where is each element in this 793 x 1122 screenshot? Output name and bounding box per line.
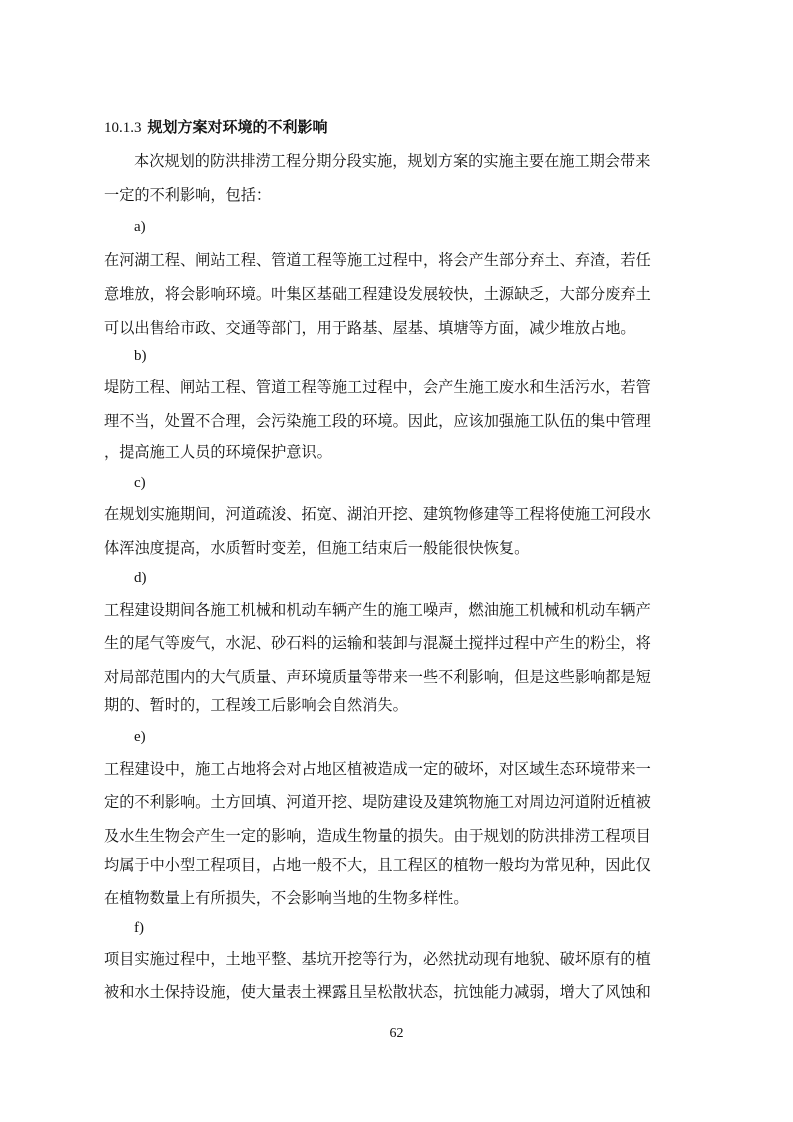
item-d-line-1: 工程建设期间各施工机械和机动车辆产生的施工噪声，燃油施工机械和机动车辆产 — [104, 601, 651, 619]
item-d-marker: d) — [134, 570, 147, 586]
item-e-line-1: 工程建设中，施工占地将会对占地区植被造成一定的破坏，对区域生态环境带来一 — [104, 760, 651, 778]
item-a-line-2: 意堆放，将会影响环境。叶集区基础工程建设发展较快，土源缺乏，大部分废弃土 — [104, 285, 651, 303]
intro-line-1: 本次规划的防洪排涝工程分期分段实施，规划方案的实施主要在施工期会带来 — [134, 152, 651, 170]
item-f-marker: f) — [134, 920, 144, 936]
item-a-line-3: 可以出售给市政、交通等部门，用于路基、屋基、填塘等方面，减少堆放占地。 — [104, 319, 636, 337]
item-b-line-3: ，提高施工人员的环境保护意识。 — [104, 443, 332, 461]
item-c-line-1: 在规划实施期间，河道疏浚、拓宽、湖泊开挖、建筑物修建等工程将使施工河段水 — [104, 505, 651, 523]
section-number: 10.1.3 — [104, 120, 142, 136]
section-title: 规划方案对环境的不利影响 — [147, 118, 328, 136]
item-d-line-4: 期的、暂时的，工程竣工后影响会自然消失。 — [104, 696, 408, 714]
item-a-line-1: 在河湖工程、闸站工程、管道工程等施工过程中，将会产生部分弃土、弃渣，若任 — [104, 251, 651, 269]
item-b-line-1: 堤防工程、闸站工程、管道工程等施工过程中，会产生施工废水和生活污水，若管 — [104, 378, 651, 396]
item-e-line-3: 及水生生物会产生一定的影响，造成生物量的损失。由于规划的防洪排涝工程项目 — [104, 827, 651, 845]
section-heading — [104, 116, 328, 139]
item-b-line-2: 理不当，处置不合理，会污染施工段的环境。因此，应该加强施工队伍的集中管理 — [104, 412, 651, 430]
item-a-marker: a) — [134, 219, 146, 235]
item-c-line-2: 体浑浊度提高，水质暂时变差，但施工结束后一般能很快恢复。 — [104, 539, 530, 557]
page-number: 62 — [389, 1026, 404, 1041]
item-f-line-1: 项目实施过程中，土地平整、基坑开挖等行为，必然扰动现有地貌、破坏原有的植 — [104, 950, 651, 968]
item-e-line-4: 均属于中小型工程项目，占地一般不大，且工程区的植物一般均为常见种，因此仅 — [104, 856, 651, 874]
item-e-marker: e) — [134, 729, 146, 745]
item-d-line-3: 对局部范围内的大气质量、声环境质量等带来一些不利影响，但是这些影响都是短 — [104, 668, 651, 686]
item-e-line-2: 定的不利影响。土方回填、河道开挖、堤防建设及建筑物施工对周边河道附近植被 — [104, 793, 651, 811]
item-b-marker: b) — [134, 348, 147, 364]
item-c-marker: c) — [134, 475, 146, 491]
item-e-line-5: 在植物数量上有所损失，不会影响当地的生物多样性。 — [104, 889, 469, 907]
intro-line-2: 一定的不利影响，包括： — [104, 186, 272, 204]
item-f-line-2: 被和水土保持设施，使大量表土裸露且呈松散状态，抗蚀能力减弱，增大了风蚀和 — [104, 983, 651, 1001]
item-d-line-2: 生的尾气等废气，水泥、砂石料的运输和装卸与混凝土搅拌过程中产生的粉尘，将 — [104, 634, 651, 652]
